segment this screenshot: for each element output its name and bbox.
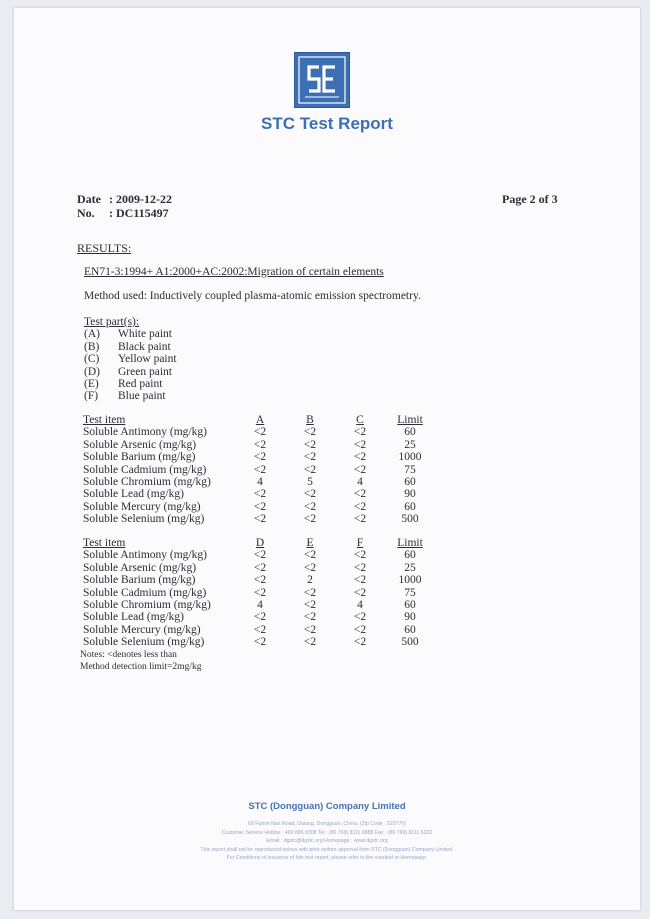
cell: <2 bbox=[303, 561, 317, 574]
results-heading: RESULTS: bbox=[77, 241, 132, 255]
cell: Soluble Cadmium (mg/kg) bbox=[83, 586, 207, 599]
report-meta bbox=[77, 192, 172, 220]
table-row bbox=[83, 574, 435, 586]
header-test-item: Test item bbox=[83, 414, 126, 426]
cell: 2 bbox=[307, 574, 313, 587]
cell: <2 bbox=[353, 623, 367, 636]
footer-address: 69 Fumin Nan Road, Dalang, Dongguan, China. (Zip Code : 523770) bbox=[247, 821, 407, 827]
cell: Soluble Antimony (mg/kg) bbox=[83, 426, 207, 439]
cell: <2 bbox=[253, 438, 267, 451]
cell: <2 bbox=[353, 636, 367, 649]
note-detection-limit: Method detection limit=2mg/kg bbox=[80, 662, 202, 672]
cell: Soluble Mercury (mg/kg) bbox=[83, 500, 201, 513]
test-standard: EN71-3:1994+ A1:2000+AC:2002:Migration of certain elements bbox=[84, 266, 384, 278]
date-value: : 2009-12-22 bbox=[109, 192, 172, 206]
results-table-abc bbox=[83, 414, 435, 526]
cell: Soluble Arsenic (mg/kg) bbox=[83, 438, 197, 451]
cell: <2 bbox=[353, 611, 367, 624]
header-col-f: F bbox=[356, 537, 364, 549]
cell: 25 bbox=[404, 561, 416, 574]
cell: <2 bbox=[353, 549, 367, 562]
page-number: Page 2 of 3 bbox=[502, 192, 558, 206]
table-row bbox=[83, 464, 435, 476]
part-code: (D) bbox=[84, 365, 100, 378]
footer-disclaimer: This report shall not be reproduced unless with prior written approval from STC (Dongguan) Company Limited. bbox=[200, 846, 454, 853]
cell: <2 bbox=[253, 488, 267, 501]
cell: <2 bbox=[353, 561, 367, 574]
cell: <2 bbox=[253, 561, 267, 574]
header-col-a: A bbox=[255, 414, 265, 426]
table-row bbox=[83, 488, 435, 500]
cell: 60 bbox=[404, 623, 416, 636]
cell: <2 bbox=[253, 574, 267, 587]
cell: <2 bbox=[303, 488, 317, 501]
cell: 75 bbox=[404, 463, 416, 476]
test-part-item bbox=[84, 390, 177, 402]
table-row bbox=[83, 599, 435, 611]
header-col-e: E bbox=[306, 537, 314, 549]
test-method: Method used: Inductively coupled plasma-atomic emission spectrometry. bbox=[84, 290, 421, 302]
cell: <2 bbox=[303, 438, 317, 451]
cell: <2 bbox=[253, 623, 267, 636]
table-row bbox=[83, 501, 435, 513]
test-part-item bbox=[84, 366, 177, 378]
cell: Soluble Selenium (mg/kg) bbox=[83, 636, 205, 649]
part-name: Blue paint bbox=[118, 390, 166, 403]
cell: <2 bbox=[253, 586, 267, 599]
part-name: Yellow paint bbox=[118, 353, 177, 366]
cell: 60 bbox=[404, 500, 416, 513]
cell: Soluble Cadmium (mg/kg) bbox=[83, 463, 207, 476]
cell: <2 bbox=[253, 463, 267, 476]
table-row bbox=[83, 587, 435, 599]
cell: Soluble Barium (mg/kg) bbox=[83, 451, 196, 464]
cell: <2 bbox=[303, 549, 317, 562]
cell: 4 bbox=[257, 475, 263, 488]
cell: 1000 bbox=[398, 574, 422, 587]
cell: <2 bbox=[303, 426, 317, 439]
footer-text bbox=[14, 820, 640, 863]
cell: <2 bbox=[303, 598, 317, 611]
cell: <2 bbox=[353, 500, 367, 513]
cell: Soluble Lead (mg/kg) bbox=[83, 611, 184, 624]
cell: <2 bbox=[303, 500, 317, 513]
cell: <2 bbox=[353, 586, 367, 599]
cell: <2 bbox=[253, 636, 267, 649]
cell: Soluble Antimony (mg/kg) bbox=[83, 549, 207, 562]
part-code: (F) bbox=[84, 390, 99, 403]
cell: <2 bbox=[303, 636, 317, 649]
header-col-d: D bbox=[255, 537, 265, 549]
part-code: (B) bbox=[84, 340, 100, 353]
report-page bbox=[14, 8, 640, 910]
footer-email: Email : dgstc@dgstc.org Homepage : www.dgstc.org bbox=[266, 838, 388, 844]
part-name: Red paint bbox=[118, 378, 163, 391]
cell: <2 bbox=[353, 463, 367, 476]
cell: 60 bbox=[404, 598, 416, 611]
cell: <2 bbox=[303, 463, 317, 476]
cell: 4 bbox=[257, 598, 263, 611]
test-part-item bbox=[84, 328, 177, 340]
note-less-than: Notes: <denotes less than bbox=[80, 650, 177, 660]
cell: Soluble Selenium (mg/kg) bbox=[83, 513, 205, 526]
cell: 1000 bbox=[398, 451, 422, 464]
cell: <2 bbox=[303, 451, 317, 464]
header-limit: Limit bbox=[397, 414, 423, 426]
cell: Soluble Chromium (mg/kg) bbox=[83, 475, 211, 488]
table-row bbox=[83, 611, 435, 623]
table-row bbox=[83, 562, 435, 574]
cell: 25 bbox=[404, 438, 416, 451]
cell: 500 bbox=[401, 513, 419, 526]
header-col-b: B bbox=[306, 414, 314, 426]
cell: 500 bbox=[401, 636, 419, 649]
cell: <2 bbox=[253, 451, 267, 464]
table-row bbox=[83, 439, 435, 451]
cell: <2 bbox=[253, 500, 267, 513]
table-header-row bbox=[83, 414, 435, 426]
table-row bbox=[83, 624, 435, 636]
part-name: White paint bbox=[118, 328, 172, 341]
table-header-row bbox=[83, 537, 435, 549]
part-name: Green paint bbox=[118, 365, 172, 378]
cell: <2 bbox=[353, 438, 367, 451]
cell: <2 bbox=[303, 513, 317, 526]
notes bbox=[80, 649, 201, 673]
header-test-item: Test item bbox=[83, 537, 126, 549]
report-no-label: No. bbox=[77, 206, 95, 220]
cell: 60 bbox=[404, 426, 416, 439]
test-part-item bbox=[84, 378, 177, 390]
date-label: Date bbox=[77, 192, 101, 206]
cell: <2 bbox=[253, 611, 267, 624]
test-parts bbox=[84, 316, 177, 403]
cell: 60 bbox=[404, 549, 416, 562]
cell: 90 bbox=[404, 488, 416, 501]
header-limit: Limit bbox=[397, 537, 423, 549]
cell: <2 bbox=[353, 574, 367, 587]
cell: <2 bbox=[303, 611, 317, 624]
report-title: STC Test Report bbox=[261, 114, 393, 133]
table-row bbox=[83, 549, 435, 561]
table-row bbox=[83, 476, 435, 488]
cell: 90 bbox=[404, 611, 416, 624]
cell: <2 bbox=[253, 513, 267, 526]
results-table-def bbox=[83, 537, 435, 649]
cell: <2 bbox=[353, 451, 367, 464]
cell: <2 bbox=[353, 426, 367, 439]
table-row bbox=[83, 513, 435, 525]
test-part-item bbox=[84, 353, 177, 365]
report-no-value: : DC115497 bbox=[109, 206, 169, 220]
cell: Soluble Mercury (mg/kg) bbox=[83, 623, 201, 636]
cell: 5 bbox=[307, 475, 313, 488]
stc-logo-icon bbox=[294, 52, 350, 108]
cell: 4 bbox=[357, 598, 363, 611]
cell: Soluble Barium (mg/kg) bbox=[83, 574, 196, 587]
part-code: (E) bbox=[84, 378, 99, 391]
cell: <2 bbox=[253, 549, 267, 562]
footer-conditions: For Conditions of Issuance of this test report, please refer to the overleaf or Homepage. bbox=[226, 855, 428, 861]
footer-contact: Customer Service Hotline : 400 886 8308 Tel : (86 769) 8111 9888 Fax : (86 769) 8111 6222 bbox=[221, 829, 433, 836]
part-name: Black paint bbox=[118, 340, 171, 353]
cell: 4 bbox=[357, 475, 363, 488]
cell: Soluble Arsenic (mg/kg) bbox=[83, 561, 197, 574]
cell: 75 bbox=[404, 586, 416, 599]
part-code: (C) bbox=[84, 353, 100, 366]
cell: Soluble Lead (mg/kg) bbox=[83, 488, 184, 501]
cell: <2 bbox=[353, 513, 367, 526]
test-parts-heading: Test part(s): bbox=[84, 316, 140, 328]
part-code: (A) bbox=[84, 328, 100, 341]
header-col-c: C bbox=[356, 414, 364, 426]
table-row bbox=[83, 636, 435, 648]
table-row bbox=[83, 426, 435, 438]
cell: <2 bbox=[303, 586, 317, 599]
table-row bbox=[83, 451, 435, 463]
cell: <2 bbox=[253, 426, 267, 439]
cell: 60 bbox=[404, 475, 416, 488]
test-part-item bbox=[84, 341, 177, 353]
cell: <2 bbox=[353, 488, 367, 501]
cell: <2 bbox=[303, 623, 317, 636]
cell: Soluble Chromium (mg/kg) bbox=[83, 598, 211, 611]
company-name: STC (Dongguan) Company Limited bbox=[248, 801, 406, 812]
